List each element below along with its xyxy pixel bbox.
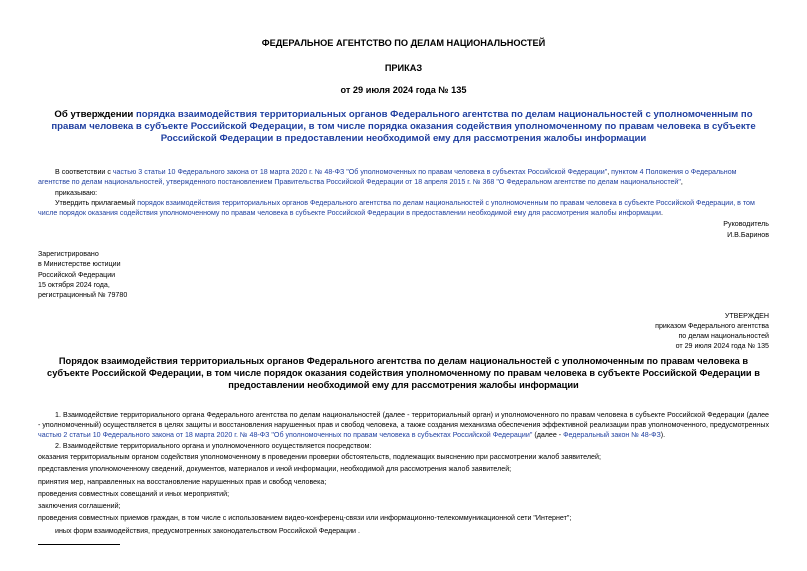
preamble-link-regulation[interactable]: пунктом 4 Положения о Федеральном агентстве по делам национальностей, утвержденного постановлением Правительства Российской Федерации от 18 апреля 2015 г. № 368 "О Федеральном агентстве по делам национальностей" bbox=[38, 168, 737, 187]
body-p1-link-law[interactable]: частью 2 статьи 10 Федерального закона от 18 марта 2020 г. № 48-ФЗ "Об уполномоченных по правам человека в субъектах Российской Федерации" bbox=[38, 431, 533, 440]
list-item: заключения соглашений; bbox=[38, 502, 121, 511]
registration-line: Зарегистрировано bbox=[38, 250, 99, 259]
order-title-link[interactable]: порядка взаимодействия территориальных органов Федерального агентства по делам национальностей с уполномоченным по правам человека в субъекте Российской Федерации, в том числе порядка оказания содействия уполномоченному по правам человека в субъекте Российской Федерации в предоставлении необходимой ему для рассмотрения жалобы информации bbox=[51, 109, 756, 144]
document-page bbox=[38, 30, 769, 545]
preamble-text-2: , bbox=[607, 168, 612, 176]
body-p1-text-3: ). bbox=[660, 431, 666, 440]
preamble-text-1: В соответствии с bbox=[55, 168, 113, 176]
approve-paragraph bbox=[38, 198, 769, 219]
body-paragraph-1 bbox=[38, 410, 769, 441]
list-item: проведения совместных совещаний и иных мероприятий; bbox=[38, 489, 230, 498]
date-number: от 29 июля 2024 года № 135 bbox=[340, 85, 467, 95]
approve-text-1: Утвердить прилагаемый bbox=[55, 198, 138, 207]
body-p1-text-1: 1. Взаимодействие территориального органа Федерального агентства по делам национальностей (далее - территориальный орган) и уполномоченного по правам человека в субъекте Российской Федерации (далее - уполномоченный) осуществляется в целях защиты и восстановления нарушенных прав и свобод человека, а также создания механизма обеспечения эффективной реализации прав уполномоченного, предусмотренных bbox=[38, 410, 769, 430]
preamble-link-law[interactable]: частью 3 статьи 10 Федерального закона от 18 марта 2020 г. № 48-ФЗ "Об уполномоченных по правам человека в субъектах Российской Федерации" bbox=[112, 168, 608, 176]
footnote-divider bbox=[38, 544, 120, 545]
list-item: проведения совместных приемов граждан, в том числе с использованием видео-конференц-связи или информационно-телекоммуникационной сети "Интернет"; bbox=[38, 514, 572, 523]
body-paragraph-2: 2. Взаимодействие территориального органа и уполномоченного осуществляется посредством: bbox=[55, 441, 372, 450]
registration-line: регистрационный № 79780 bbox=[38, 291, 128, 300]
preamble-paragraph bbox=[38, 167, 769, 188]
order-title bbox=[38, 109, 769, 145]
registration-line: в Министерстве юстиции bbox=[38, 260, 121, 269]
procedure-title: Порядок взаимодействия территориальных органов Федерального агентства по делам национальностей с уполномоченным по правам человека в субъекте Российской Федерации, в том числе порядок оказания содействия уполномоченному по правам человека в субъекте Российской Федерации в предоставлении необходимой ему для рассмотрения жалобы информации bbox=[47, 355, 760, 390]
registration-line: Российской Федерации bbox=[38, 270, 116, 279]
list-item: представления уполномоченному сведений, документов, материалов и иной информации, необходимой для рассмотрения жалоб заявителей; bbox=[38, 465, 512, 474]
body-p1-text-2: (далее - bbox=[532, 431, 564, 440]
list-item: иных форм взаимодействия, предусмотренных законодательством Российской Федерации . bbox=[55, 526, 360, 535]
approve-link-procedure[interactable]: порядок взаимодействия территориальных органов Федерального агентства по делам национальностей с уполномоченным по правам человека в субъекте Российской Федерации, в том числе порядок оказания содействия уполномоченному по правам человека в субъекте Российской Федерации в предоставлении необходимой ему для рассмотрения жалобы информации bbox=[38, 198, 755, 218]
interaction-forms-list bbox=[38, 452, 769, 536]
order-word: приказываю: bbox=[55, 188, 98, 197]
approved-line: по делам национальностей bbox=[678, 332, 769, 341]
doc-type-heading: ПРИКАЗ bbox=[384, 63, 423, 73]
approved-line: от 29 июля 2024 года № 135 bbox=[675, 342, 769, 351]
list-item: принятия мер, направленных на восстановление нарушенных прав и свобод человека; bbox=[38, 477, 327, 486]
list-item: оказания территориальным органом содействия уполномоченному в проведении проверки обстоятельств, подлежащих выяснению при рассмотрении жалоб заявителей; bbox=[38, 452, 601, 461]
order-title-prefix: Об утверждении bbox=[54, 109, 136, 120]
signature-position: Руководитель bbox=[723, 220, 769, 229]
preamble-text-3: , bbox=[680, 178, 683, 187]
approved-line: приказом Федерального агентства bbox=[655, 321, 769, 330]
agency-heading: ФЕДЕРАЛЬНОЕ АГЕНТСТВО ПО ДЕЛАМ НАЦИОНАЛЬНОСТЕЙ bbox=[261, 38, 546, 48]
registration-block bbox=[38, 249, 769, 300]
signature-name: И.В.Баринов bbox=[727, 230, 769, 239]
registration-line: 15 октября 2024 года, bbox=[38, 280, 110, 289]
approved-line: УТВЕРЖДЕН bbox=[724, 311, 769, 320]
approved-block bbox=[38, 311, 769, 352]
approve-text-2: . bbox=[660, 209, 663, 218]
body-p1-link-law-short[interactable]: Федеральный закон № 48-ФЗ bbox=[563, 431, 661, 440]
